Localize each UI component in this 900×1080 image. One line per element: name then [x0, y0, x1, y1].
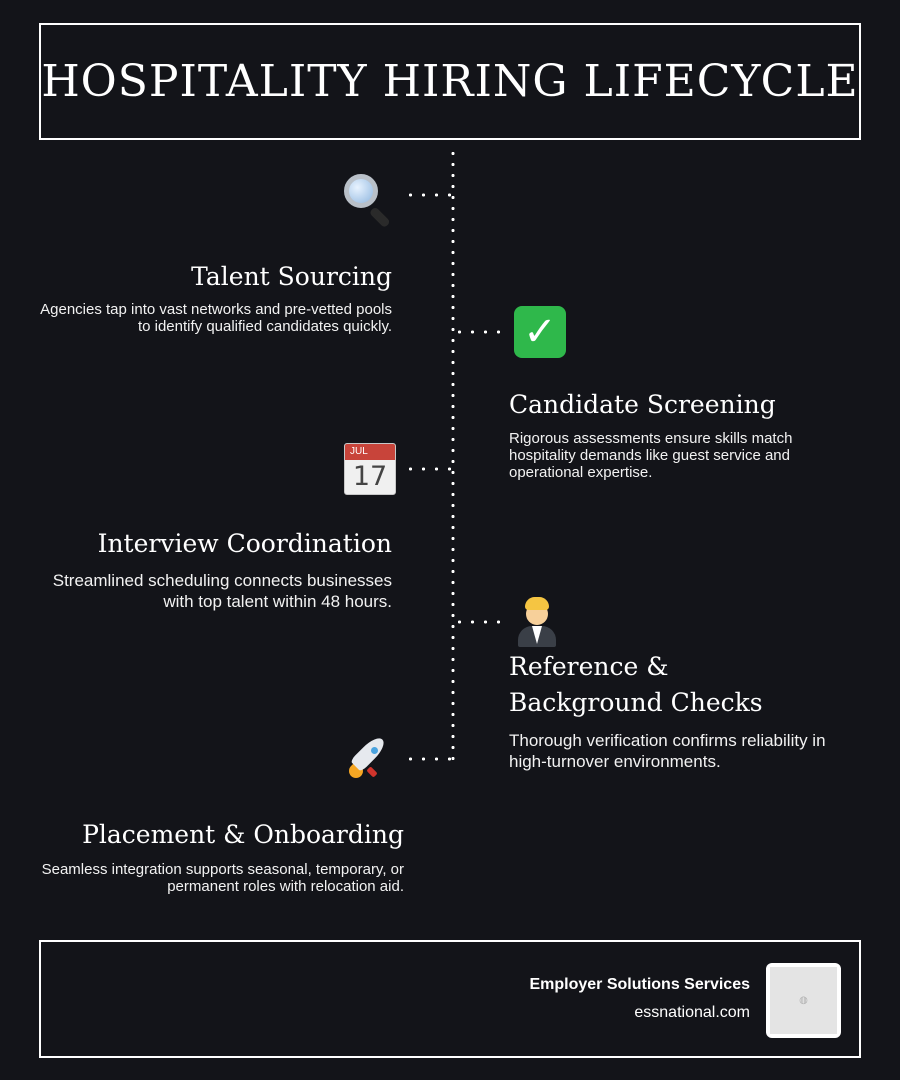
calendar-icon	[343, 442, 397, 496]
rocket-icon	[343, 730, 397, 784]
footer	[39, 940, 861, 1058]
company-logo	[766, 963, 841, 1038]
page-title: HOSPITALITY HIRING LIFECYCLE	[41, 56, 859, 107]
step-4-heading: Reference & Background Checks	[509, 652, 763, 717]
logo-placeholder-icon: ◍	[770, 967, 837, 1034]
company-name: Employer Solutions Services	[529, 976, 750, 993]
company-website[interactable]: essnational.com	[634, 1004, 750, 1021]
step-3-description: Streamlined scheduling connects businesses with top talent within 48 hours.	[52, 571, 392, 611]
step-1-description: Agencies tap into vast networks and pre-vetted pools to identify qualified candidates quickly.	[40, 301, 392, 335]
step-5-description: Seamless integration supports seasonal, temporary, or permanent roles with relocation aid.	[41, 861, 404, 895]
check-mark-icon: ✓	[513, 305, 567, 359]
calendar-day: 17	[352, 461, 388, 492]
step-4-description: Thorough verification confirms reliability in high-turnover environments.	[509, 731, 826, 771]
timeline-line	[451, 148, 455, 764]
step-1-heading: Talent Sourcing	[191, 262, 392, 291]
connector-step-3	[404, 467, 454, 471]
connector-step-2	[453, 330, 503, 334]
calendar-month: JUL	[345, 444, 395, 460]
step-2-description: Rigorous assessments ensure skills match hospitality demands like guest service and operational expertise.	[509, 430, 793, 481]
step-5-heading: Placement & Onboarding	[82, 820, 404, 849]
step-3-heading: Interview Coordination	[97, 529, 392, 558]
person-icon	[510, 595, 564, 649]
step-2-heading: Candidate Screening	[509, 390, 776, 419]
connector-step-4	[453, 620, 503, 624]
connector-step-1	[404, 193, 454, 197]
magnifying-glass-icon	[340, 170, 394, 224]
connector-step-5	[404, 757, 454, 761]
title-box	[39, 23, 861, 140]
